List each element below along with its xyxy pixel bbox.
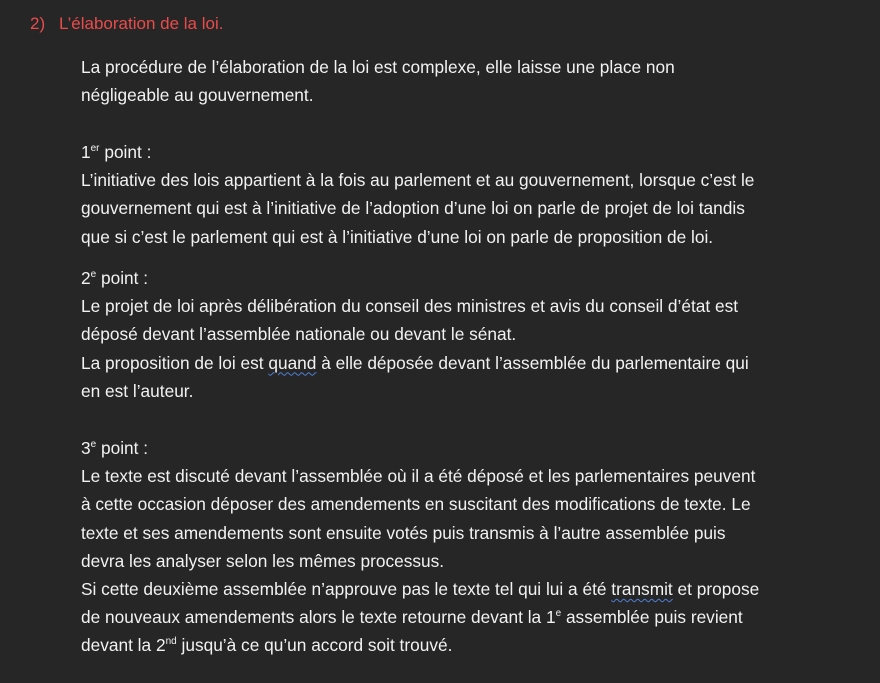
text-line: devant la 2nd jusqu’à ce qu’un accord soit trouvé. bbox=[81, 635, 453, 656]
spelling-error-squiggle[interactable]: quand bbox=[268, 352, 317, 373]
section-heading bbox=[30, 13, 223, 35]
point2-block bbox=[81, 264, 871, 405]
heading-title: L’élaboration de la loi. bbox=[59, 14, 224, 33]
point1-block bbox=[81, 138, 871, 251]
text-line: devra les analyser selon les mêmes processus. bbox=[81, 550, 445, 571]
spelling-error-squiggle[interactable]: transmit bbox=[611, 579, 673, 600]
text-line: négligeable au gouvernement. bbox=[81, 85, 314, 106]
text-line: de nouveaux amendements alors le texte retourne devant la 1e assemblée puis revient bbox=[81, 607, 743, 628]
text-line: La proposition de loi est quand à elle déposée devant l’assemblée du parlementaire qui bbox=[81, 352, 749, 373]
intro-paragraph bbox=[81, 53, 871, 109]
point1-label: 1er point : bbox=[81, 142, 152, 162]
point2-label: 2e point : bbox=[81, 268, 149, 288]
text-line: que si c’est le parlement qui est à l’initiative d’une loi on parle de proposition de loi. bbox=[81, 226, 714, 247]
heading-number: 2) bbox=[30, 14, 46, 33]
text-line: La procédure de l’élaboration de la loi est complexe, elle laisse une place non bbox=[81, 57, 675, 77]
point3-label: 3e point : bbox=[81, 438, 149, 458]
text-line: déposé devant l’assemblée nationale ou devant le sénat. bbox=[81, 324, 517, 345]
text-line: texte et ses amendements sont ensuite votés puis transmis à l’autre assemblée puis bbox=[81, 522, 726, 543]
text-line: Si cette deuxième assemblée n’approuve pas le texte tel qui lui a été transmit et propose bbox=[81, 579, 760, 600]
point3-block bbox=[81, 434, 871, 660]
text-line: Le projet de loi après délibération du conseil des ministres et avis du conseil d’état est bbox=[81, 296, 739, 317]
text-line: Le texte est discuté devant l’assemblée où il a été déposé et les parlementaires peuvent bbox=[81, 466, 756, 487]
text-line: à cette occasion déposer des amendements en suscitant des modifications de texte. Le bbox=[81, 494, 751, 515]
text-line: gouvernement qui est à l’initiative de l’adoption d’une loi on parle de projet de loi tandis bbox=[81, 198, 745, 219]
text-line: en est l’auteur. bbox=[81, 380, 194, 401]
text-line: L’initiative des lois appartient à la fois au parlement et au gouvernement, lorsque c’est le bbox=[81, 170, 755, 191]
